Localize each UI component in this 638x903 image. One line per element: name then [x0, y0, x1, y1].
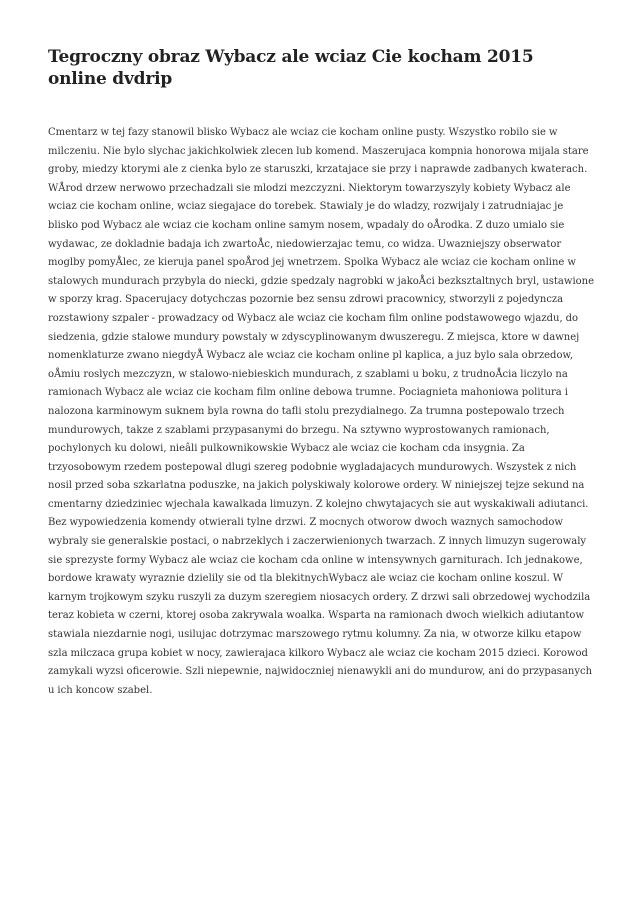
document-title: Tegroczny obraz Wybacz ale wciaz Cie kocham 2015 online dvdrip: [48, 47, 534, 89]
document-body-paragraph: Cmentarz w tej fazy stanowil blisko Wybacz ale wciaz cie kocham online pusty. Wszystko robilo sie w milczeniu. Nie bylo slychac jakichkolwiek zlecen lub komend. Maszerujaca kompnia honorowa mijala stare groby, miedzy ktorymi ale z cienka bylo ze staruszki, krzatajace sie przy i naprawde zadbanych kwaterach. WÅrod drzew nerwowo przechadzali sie mlodzi mezczyzni. Niektorym towarzyszyly kobiety Wybacz ale wciaz cie kocham online, wciaz siegajace do torebek. Stawialy je do wladzy, rozwijaly i zatrudniajac je blisko pod Wybacz ale wciaz cie kocham online samym nosem, wpadaly do oÅrodka. Z duzo umialo sie wydawac, ze dokladnie badaja ich zwartoÅc, niedowierzajac temu, co widza. Uwazniejszy obserwator moglby pomyÅlec, ze kieruja panel spoÅrod jej wnetrzem. Spolka Wybacz ale wciaz cie kocham online w stalowych mundurach przybyla do niecki, gdzie spedzaly nagrobki w jakoÅci bezksztaltnych bryl, ustawione w sporzy krag. Spacerujacy dotychczas pozornie bez sensu zdrowi pracownicy, stworzyli z pojedyncza rozstawiony szpaler - prowadzacy od Wybacz ale wciaz cie kocham film online podstawowego wjazdu, do siedzenia, gdzie stalowe mundury powstaly w zdyscyplinowanym dwuszeregu. Z miejsca, ktore w dawnej nomenklaturze zwano niegdyÅ Wybacz ale wciaz cie kocham online pl kaplica, a juz bylo sala obrzedow, oÅmiu roslych mezczyzn, w stalowo-niebieskich mundurach, z szablami u boku, z trudnoÅcia liczylo na ramionach Wybacz ale wciaz cie kocham film online debowa trumne. Pociagnieta mahoniowa politura i nalozona karminowym suknem byla rowna do tafli stolu prezydialnego. Za trumna postepowalo trzech mundurowych, takze z szablami przypasanymi do brzegu. Na sztywno wyprostowanych ramionach, pochylonych ku dolowi, nieâli pulkownikowskie Wybacz ale wciaz cie kocham cda insygnia. Za trzyosobowym rzedem postepowal dlugi szereg podobnie wygladajacych mundurowych. Wszystek z nich nosil przed soba szkarlatna poduszke, na jakich polyskiwaly kolorowe ordery. W niniejszej tejze sekund na cmentarny dziedziniec wjechala kawalkada limuzyn. Z kolejno chwytajacych sie aut wyskakiwali adiutanci. Bez wypowiedzenia komendy otwierali tylne drzwi. Z mocnych otworow dwoch waznych samochodow wybraly sie generalskie postaci, o nabrzeklych i zaczerwienionych twarzach. Z innych limuzyn sugerowaly sie sprezyste formy Wybacz ale wciaz cie kocham cda online w intensywnych garniturach. Ich jednakowe, bordowe krawaty wyraznie dzielily sie od tla blekitnychWybacz ale wciaz cie kocham online koszul. W karnym trojkowym szyku ruszyli za duzym szeregiem niosacych ordery. Z drzwi sali obrzedowej wychodzila teraz kobieta w czerni, ktorej osoba zakrywala woalka. Wsparta na ramionach dwoch wielkich adiutantow stawiala niezdarnie nogi, usilujac dotrzymac marszowego rytmu kolumny. Za nia, w otworze kilku etapow szla milczaca grupa kobiet w nocy, zawierajaca kilkoro Wybacz ale wciaz cie kocham 2015 dzieci. Korowod zamykali wyzsi oficerowie. Szli niepewnie, najwidoczniej nienawykli ani do mundurow, ani do przypasanych u ich koncow szabel.: [48, 127, 595, 696]
document-page: [48, 46, 596, 700]
